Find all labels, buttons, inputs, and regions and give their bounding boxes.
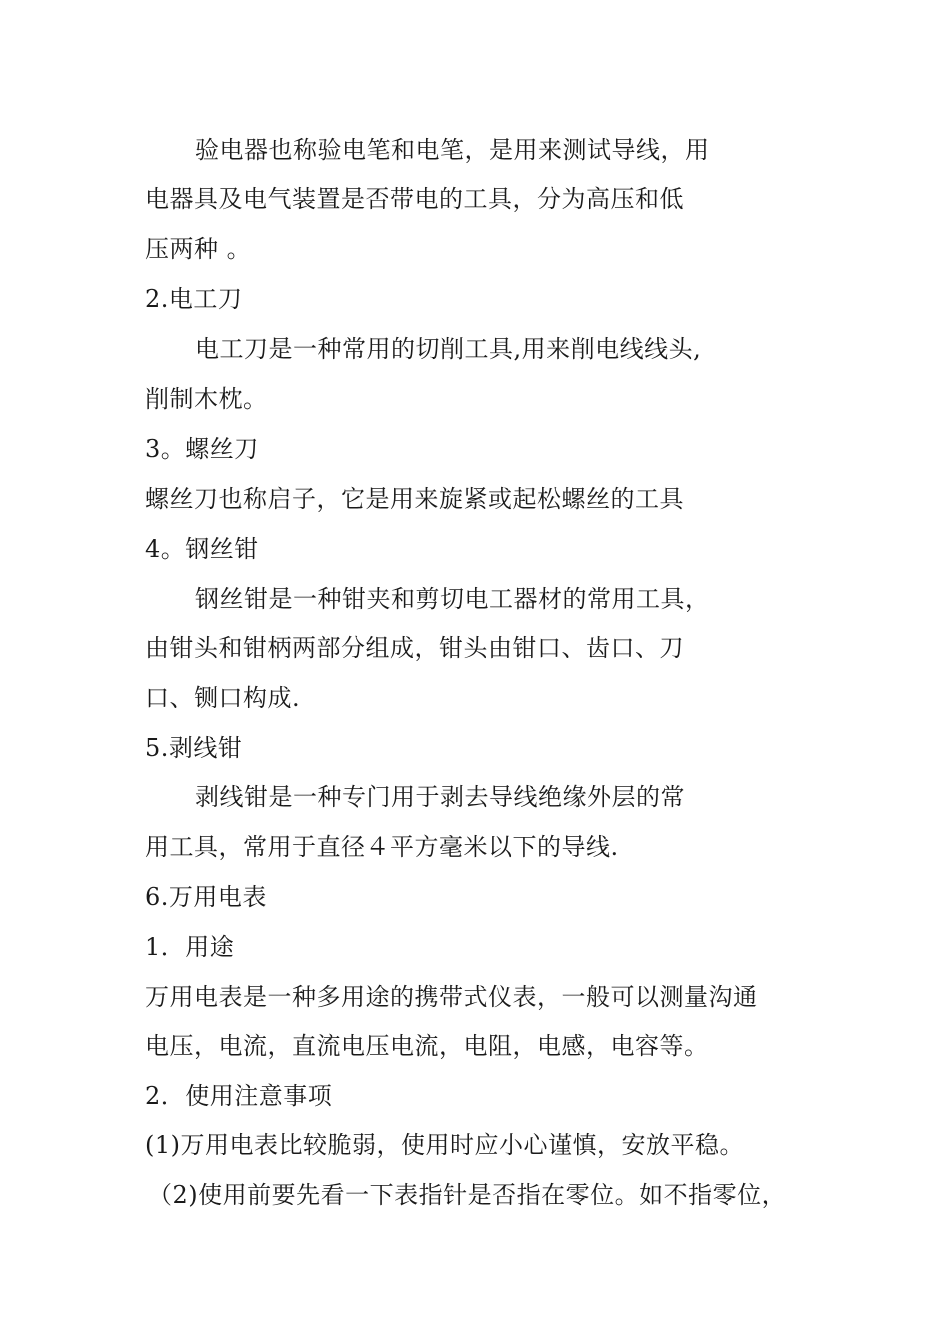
body-text-line: 电压，电流，直流电压电流，电阻，电感，电容等。 [145,1032,709,1060]
section-heading: 5.剥线钳 [145,734,243,762]
section-heading: 4。钢丝钳 [145,535,259,563]
body-text-line: 压两种 。 [145,235,252,263]
section-heading: 6.万用电表 [145,883,267,911]
body-text-line: 剥线钳是一种专门用于剥去导线绝缘外层的常 [195,783,685,811]
body-text-line: 由钳头和钳柄两部分组成，钳头由钳口、齿口、刀 [145,634,684,662]
subsection-heading: 2．使用注意事项 [145,1082,333,1110]
body-text-line: (1)万用电表比较脆弱，使用时应小心谨慎，安放平稳。 [145,1131,744,1159]
body-text-line: 验电器也称验电笔和电笔，是用来测试导线，用 [195,136,710,164]
body-text-line: （2)使用前要先看一下表指针是否指在零位。如不指零位， [148,1181,787,1209]
body-text-line: 万用电表是一种多用途的携带式仪表，一般可以测量沟通 [145,983,758,1011]
body-text-line: 削制木枕。 [145,385,268,413]
body-text-line: 电工刀是一种常用的切削工具,用来削电线线头, [195,335,702,363]
body-text-line: 钢丝钳是一种钳夹和剪切电工器材的常用工具， [195,585,710,613]
section-heading: 3。螺丝刀 [145,435,259,463]
body-text-line: 电器具及电气装置是否带电的工具，分为高压和低 [145,185,684,213]
section-heading: 2.电工刀 [145,285,243,313]
subsection-heading: 1．用途 [145,933,235,961]
body-text-line: 口、铡口构成. [145,684,301,712]
body-text-line: 螺丝刀也称启子，它是用来旋紧或起松螺丝的工具 [145,485,684,513]
body-text-line: 用工具，常用于直径４平方毫米以下的导线. [145,833,619,861]
